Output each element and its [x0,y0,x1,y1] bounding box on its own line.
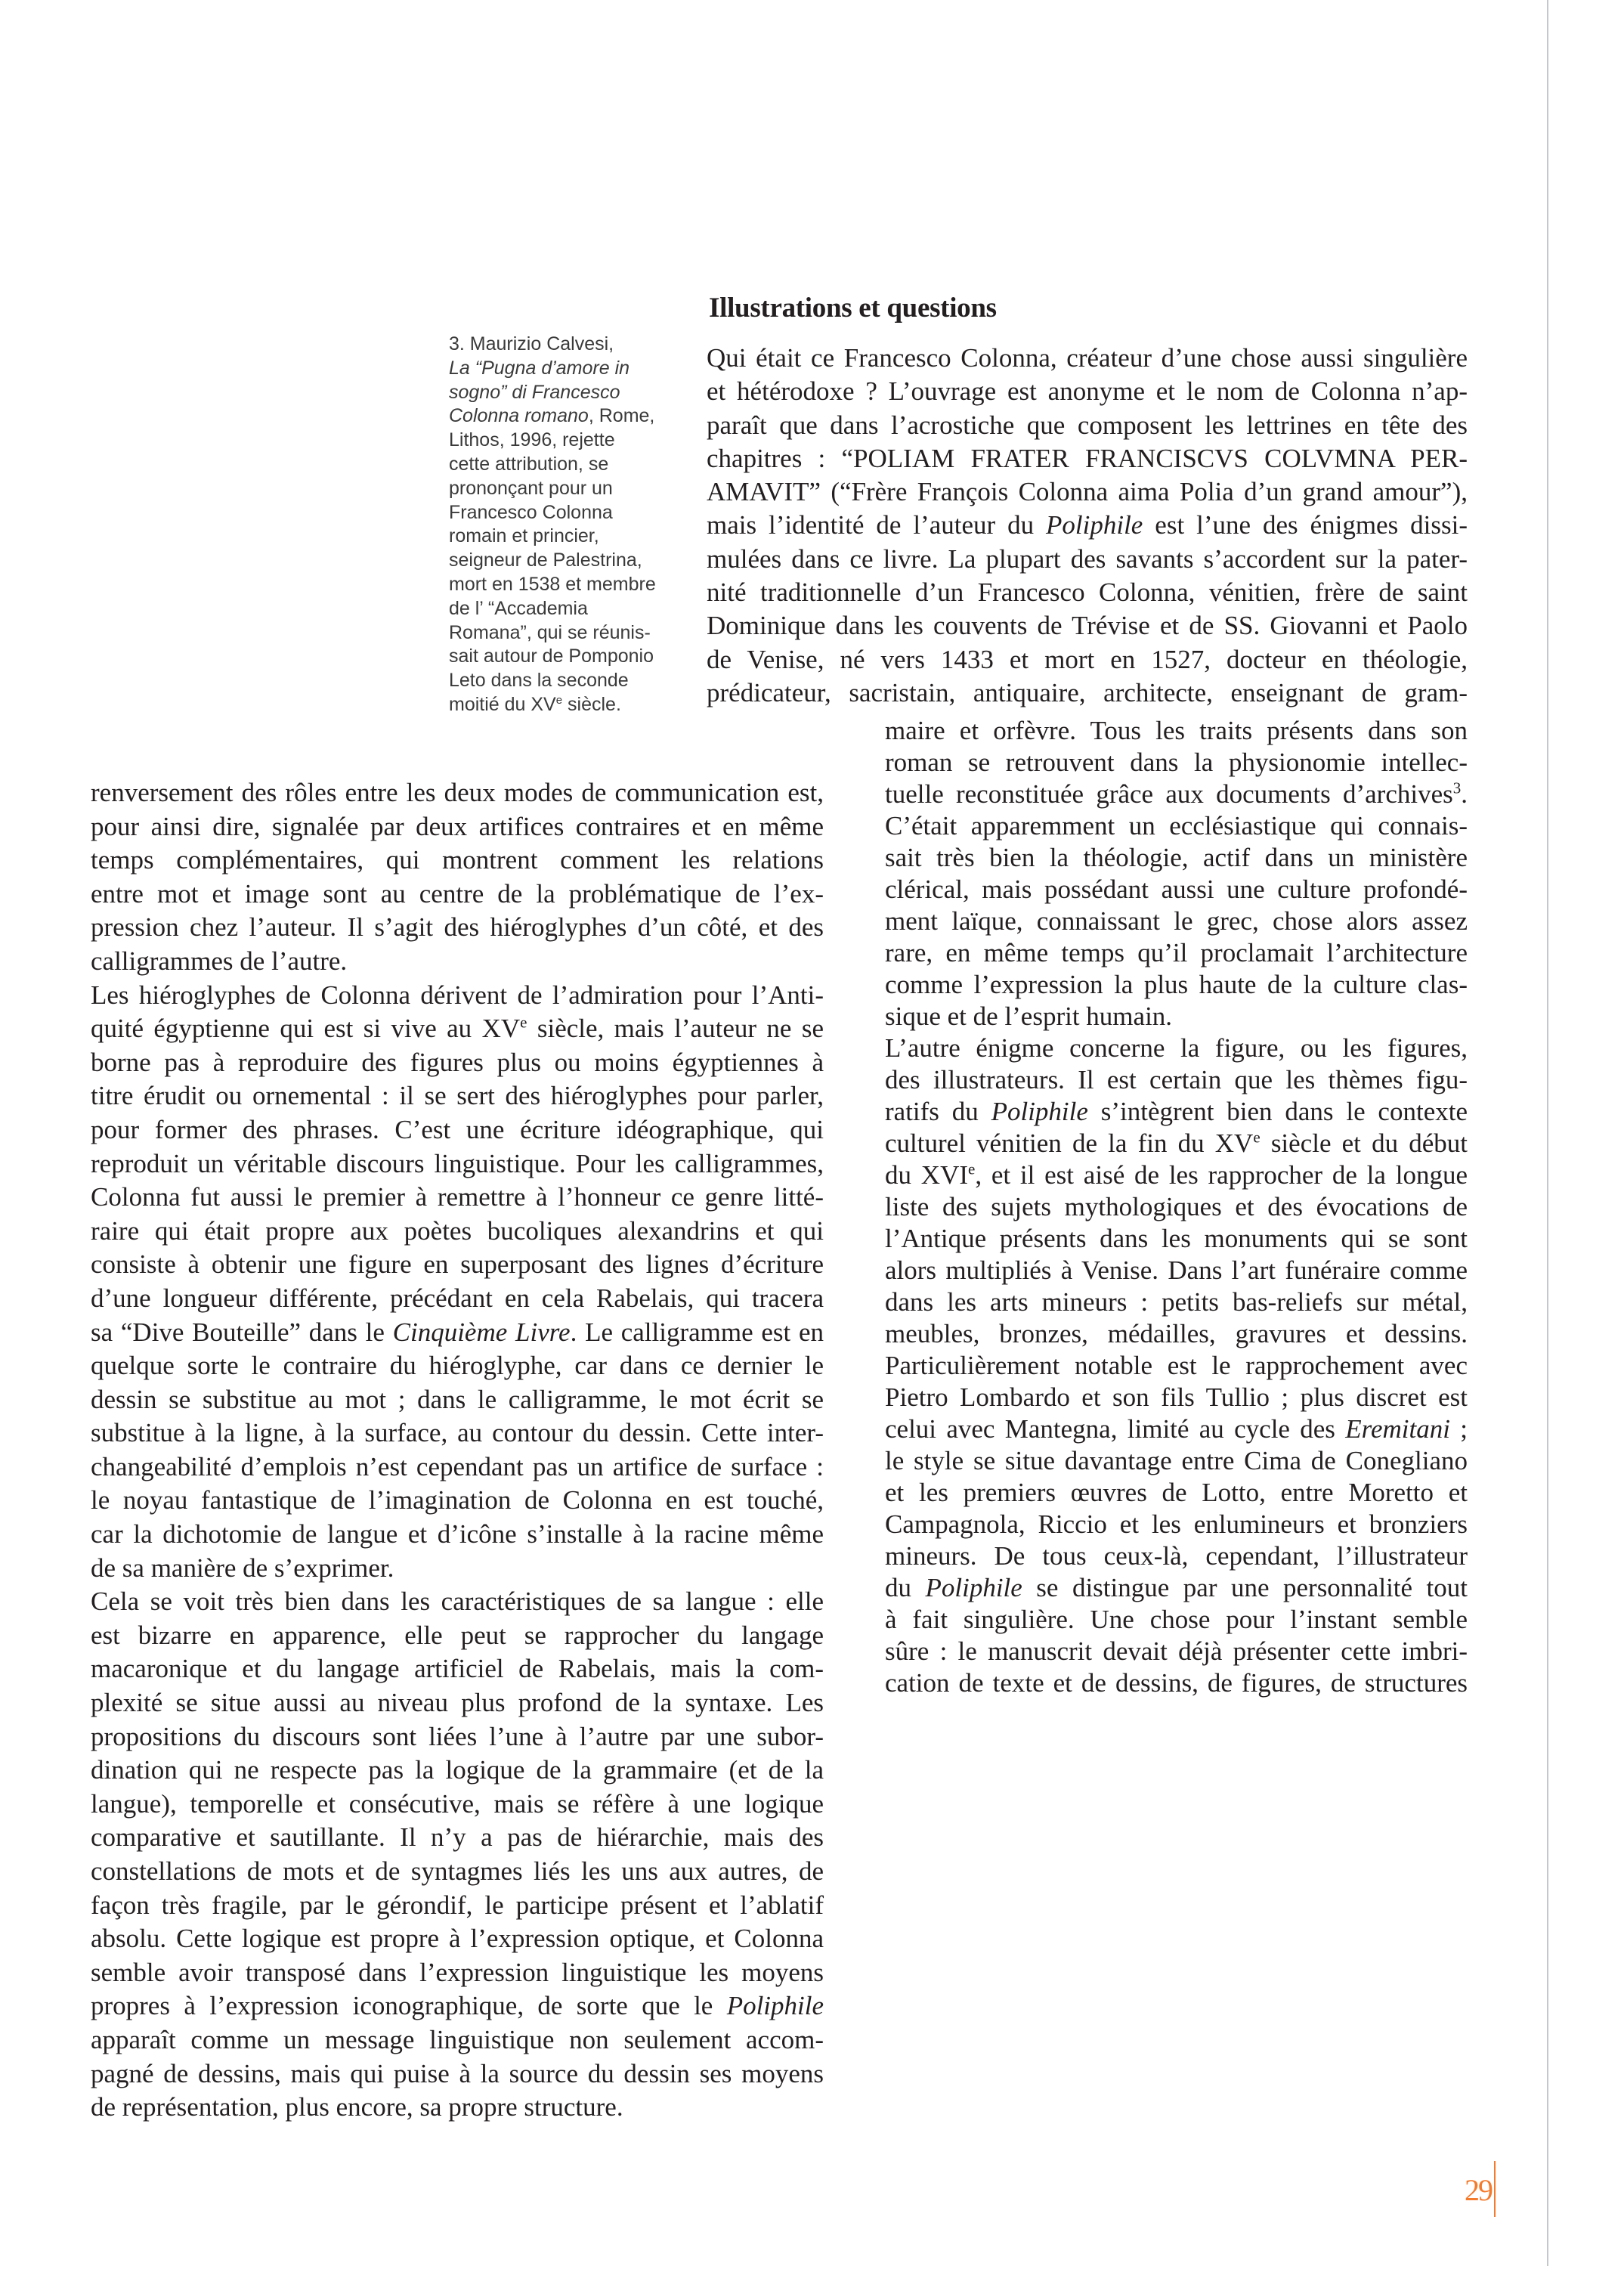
italic-text: Colonna romano [449,405,589,427]
text-run: moitié du XV [449,693,556,715]
text-run: liste des sujets mythologiques et des évocations de [885,1192,1468,1221]
text-run: sique et de l’esprit humain. [885,1001,1173,1031]
text-run: Les hiéroglyphes de Colonna dérivent de l’admiration pour l’Anti- [91,980,824,1010]
text-line [91,2057,824,2091]
text-run: siècle, mais l’auteur ne se [527,1014,824,1044]
text-line [885,1477,1468,1509]
text-run: quité égyptienne qui est si vive au XV [91,1014,521,1044]
superscript: e [968,1159,976,1178]
footnote-3 [449,333,676,717]
text-line [449,477,676,501]
text-run: pagné de dessins, mais qui puise à la source du dessin ses moyens [91,2058,824,2088]
italic-text: sogno” di Francesco [449,381,620,403]
text-run: Campagnola, Riccio et les enlumineurs et bronziers [885,1509,1468,1539]
text-run: ment laïque, connaissant le grec, chose alors assez [885,906,1468,936]
superscript: e [555,693,563,707]
text-run: mineurs. De tous ceux-là, cependant, l’illustrateur [885,1541,1468,1571]
text-run: Particulièrement notable est le rapprochement avec [885,1351,1468,1380]
text-run: apparaît comme un message linguistique non seulement accom- [91,2024,824,2054]
text-run: Dominique dans les couvents de Trévise et de SS. Giovanni et Paolo [707,611,1468,641]
text-run: chapitres : “POLIAM FRATER FRANCISCVS COLVMNA PER- [707,443,1468,473]
text-line [885,1032,1468,1064]
text-run: siècle et du début [1260,1128,1468,1158]
text-line [885,1159,1468,1191]
text-line [449,621,676,645]
text-run: AMAVIT” (“Frère François Colonna aima Polia d’un grand amour”), [707,477,1468,507]
text-run: langue), temporelle et consécutive, mais se réfère à une logique [91,1788,824,1819]
text-run: propositions du discours sont liées l’une à l’autre par une subor- [91,1721,824,1751]
text-run: titre érudit ou ornemental : il se sert des hiéroglyphes pour parler, [91,1081,824,1111]
text-line [449,669,676,693]
text-run: raire qui était propre aux poètes bucoliques alexandrins et qui [91,1215,824,1246]
text-run: pression chez l’auteur. Il s’agit des hiéroglyphes d’un côté, et des [91,912,824,943]
text-line [707,609,1468,642]
superscript: e [1253,1128,1261,1147]
text-run: car la dichotomie de langue et d’icône s’installe à la racine même [91,1519,824,1549]
text-run: ; [1449,1414,1468,1444]
text-run: siècle. [562,693,621,715]
text-line [91,1113,824,1147]
text-line [885,1636,1468,1667]
text-run: Leto dans la seconde [449,670,629,692]
text-line [91,810,824,844]
text-run: celui avec Mantegna, limité au cycle des [885,1414,1346,1444]
text-run: tuelle reconstituée grâce aux documents d’archives [885,779,1453,809]
text-line [449,501,676,525]
text-run: 3. Maurizio Calvesi, [449,333,614,354]
text-line [885,1191,1468,1223]
text-run: cation de texte et de dessins, de figures, de structures [885,1668,1468,1698]
italic-text: Poliphile [991,1097,1088,1126]
text-run: substitue à la ligne, à la surface, au contour du dessin. Cette inter- [91,1418,824,1448]
italic-text: Eremitani [1345,1414,1450,1444]
text-run: sait autour de Pomponio [449,645,654,667]
text-line [707,375,1468,408]
left-column-text [91,776,824,2125]
right-column-top-text [707,342,1468,710]
text-run: constellations de mots et de syntagmes liés les uns aux autres, de [91,1856,824,1886]
text-line [91,1012,824,1046]
text-run: dans les arts mineurs : petits bas-reliefs sur métal, [885,1287,1468,1317]
text-run: consiste à obtenir une figure en superposant des lignes d’écriture [91,1249,824,1280]
text-line [91,1989,824,2023]
text-line [91,1652,824,1686]
text-line [91,878,824,912]
text-run: , et il est aisé de les rapprocher de la longue [975,1160,1468,1190]
text-line [91,1956,824,1990]
text-run: l’Antique présents dans les monuments qui se sont [885,1224,1468,1253]
text-run: L’autre énigme concerne la figure, ou les figures, [885,1033,1468,1063]
text-line [91,2023,824,2057]
text-line [91,776,824,810]
text-run: entre mot et image sont au centre de la problématique de l’ex- [91,878,824,909]
text-line [91,1215,824,1249]
text-line [91,1383,824,1417]
text-run: est l’une des énigmes dissi- [1143,510,1468,540]
text-run: sûre : le manuscrit devait déjà présenter cette imbri- [885,1636,1468,1666]
italic-text: Cinquième Livre [392,1317,571,1347]
text-line [707,643,1468,676]
text-line [91,1181,824,1215]
text-line [885,969,1468,1001]
text-line [91,1147,824,1181]
text-run: temps complémentaires, qui montrent comment les relations [91,845,824,875]
text-line [885,1255,1468,1286]
text-line [707,442,1468,475]
text-line [91,1552,824,1586]
text-line [91,945,824,979]
text-line [885,779,1468,810]
text-line [885,1286,1468,1318]
text-run: du [885,1573,926,1602]
text-line [91,1316,824,1350]
text-run: mais l’identité de l’auteur du [707,510,1047,540]
text-run: Colonna fut aussi le premier à remettre à l’honneur ce genre litté- [91,1182,824,1212]
superscript: e [520,1013,527,1032]
text-line [449,429,676,453]
text-run: de l’ “Accademia [449,597,588,619]
text-run: à fait singulière. Une chose pour l’instant semble [885,1605,1468,1634]
text-line [91,1585,824,1619]
text-line [91,911,824,945]
text-line [707,475,1468,509]
text-line [91,1889,824,1923]
text-run: pour former des phrases. C’est une écriture idéographique, qui [91,1114,824,1144]
text-run: du XVI [885,1160,968,1190]
text-line [885,1128,1468,1159]
text-line [449,525,676,549]
text-run: ratifs du [885,1097,991,1126]
text-run: mort en 1538 et membre [449,573,656,595]
text-line [885,1096,1468,1128]
text-run: paraît que dans l’acrostiche que composent les lettrines en tête des [707,410,1468,440]
text-line [707,576,1468,609]
section-heading: Illustrations et questions [709,292,997,324]
text-line [91,1282,824,1316]
text-line [91,1855,824,1889]
text-run: meubles, bronzes, médailles, gravures et dessins. [885,1319,1468,1348]
text-run: roman se retrouvent dans la physionomie intellec- [885,748,1468,777]
text-line [91,1922,824,1956]
text-line [91,844,824,878]
text-run: dination qui ne respecte pas la logique de la grammaire (et de la [91,1755,824,1785]
text-line [885,1667,1468,1699]
text-line [885,937,1468,969]
italic-text: La “Pugna d’amore in [449,357,630,379]
text-run: . Le calligramme est en [570,1317,824,1347]
text-run: mulées dans ce livre. La plupart des savants s’accordent sur la pater- [707,543,1468,574]
text-run: quelque sorte le contraire du hiéroglyphe, car dans ce dernier le [91,1351,824,1381]
text-run: nité traditionnelle d’un Francesco Colonna, vénitien, frère de saint [707,577,1468,608]
text-run: Pietro Lombardo et son fils Tullio ; plus discret est [885,1382,1468,1412]
text-run: maire et orfèvre. Tous les traits présents dans son [885,716,1468,745]
text-line [91,1720,824,1754]
italic-text: Poliphile [1046,510,1143,540]
text-line [707,543,1468,576]
text-line [885,747,1468,779]
superscript: 3 [1452,779,1462,797]
text-line [885,1064,1468,1096]
text-run: cette attribution, se [449,453,609,475]
text-line [885,1540,1468,1572]
text-line [885,1604,1468,1636]
page-number-rule [1494,2161,1496,2217]
text-run: , Rome, [588,405,655,427]
text-line [91,1619,824,1653]
text-run: propres à l’expression iconographique, de sorte que le [91,1991,727,2021]
text-run: Cela se voit très bien dans les caractéristiques de sa langue : elle [91,1587,824,1617]
text-line [449,404,676,429]
text-run: et hétérodoxe ? L’ouvrage est anonyme et le nom de Colonna n’ap- [707,376,1468,407]
text-line [91,1248,824,1282]
text-run: calligrammes de l’autre. [91,946,348,976]
text-line [885,810,1468,842]
text-line [449,693,676,717]
text-line [707,676,1468,710]
text-line [885,874,1468,906]
text-run: Romana”, qui se réunis- [449,621,651,643]
text-run: Francesco Colonna [449,501,613,523]
text-line [449,549,676,573]
text-run: plexité se situe aussi au niveau plus profond de la syntaxe. Les [91,1688,824,1718]
text-run: borne pas à reproduire des figures plus ou moins égyptiennes à [91,1047,824,1077]
text-run: prédicateur, sacristain, antiquaire, architecte, enseignant de gram- [707,677,1468,707]
text-run: sait très bien la théologie, actif dans un ministère [885,843,1468,872]
text-run: reproduit un véritable discours linguistique. Pour les calligrammes, [91,1148,824,1178]
text-run: le noyau fantastique de l’imagination de Colonna en est touché, [91,1485,824,1515]
text-run: C’était apparemment un ecclésiastique qui connais- [885,811,1468,841]
text-line [885,715,1468,747]
text-run: culturel vénitien de la fin du XV [885,1128,1254,1158]
text-line [885,1350,1468,1382]
text-line [91,1416,824,1450]
text-line [449,597,676,621]
text-line [91,1754,824,1788]
text-run: alors multipliés à Venise. Dans l’art funéraire comme [885,1255,1468,1285]
text-run: comme l’expression la plus haute de la culture clas- [885,970,1468,999]
text-line [449,333,676,357]
text-line [885,1445,1468,1477]
text-run: romain et princier, [449,525,599,547]
text-run: dessin se substitue au mot ; dans le calligramme, le mot écrit se [91,1384,824,1414]
text-line [885,842,1468,874]
text-run: Lithos, 1996, rejette [449,429,615,451]
text-line [707,342,1468,375]
italic-text: Poliphile [925,1573,1022,1602]
italic-text: Poliphile [726,1991,824,2021]
text-run: de sa manière de s’exprimer. [91,1553,394,1583]
text-run: clérical, mais possédant aussi une culture profondé- [885,875,1468,904]
text-run: et les premiers œuvres de Lotto, entre Moretto et [885,1478,1468,1507]
text-line [449,453,676,477]
text-run: absolu. Cette logique est propre à l’expression optique, et Colonna [91,1924,824,1954]
text-line [449,381,676,405]
text-line [885,1223,1468,1255]
text-line [885,1001,1468,1032]
text-run: le style se situe davantage entre Cima de Conegliano [885,1446,1468,1475]
text-line [885,1382,1468,1413]
text-line [91,1788,824,1822]
text-line [885,1572,1468,1604]
text-line [91,1686,824,1720]
text-line [449,645,676,669]
text-line [885,1509,1468,1540]
text-line [449,357,676,381]
text-line [707,409,1468,442]
text-run: se distingue par une personnalité tout [1022,1573,1468,1602]
text-line [91,1079,824,1113]
text-run: . [1461,779,1468,809]
text-line [91,1046,824,1080]
text-run: prononçant pour un [449,477,613,499]
page-edge-rule [1547,0,1548,2266]
text-line [91,979,824,1013]
text-line [91,1518,824,1552]
page-number: 29 [1465,2173,1492,2207]
text-run: est bizarre en apparence, elle peut se rapprocher du langage [91,1620,824,1650]
text-run: changeabilité d’emplois n’est cependant pas un artifice de surface : [91,1451,824,1481]
text-run: Qui était ce Francesco Colonna, créateur d’une chose aussi singulière [707,343,1468,373]
text-run: seigneur de Palestrina, [449,550,642,571]
text-run: sa “Dive Bouteille” dans le [91,1317,393,1347]
text-line [91,1821,824,1855]
text-line [91,1484,824,1518]
text-run: comparative et sautillante. Il n’y a pas de hiérarchie, mais des [91,1822,824,1853]
text-line [885,906,1468,937]
text-run: macaronique et du langage artificiel de Rabelais, mais la com- [91,1654,824,1684]
right-column-text [885,715,1468,1699]
text-line [91,1450,824,1484]
text-run: s’intègrent bien dans le contexte [1087,1097,1468,1126]
text-line [885,1413,1468,1445]
text-run: rare, en même temps qu’il proclamait l’architecture [885,938,1468,967]
text-run: de représentation, plus encore, sa propre structure. [91,2092,623,2122]
text-line [91,1349,824,1383]
text-line [885,1318,1468,1350]
text-run: des illustrateurs. Il est certain que les thèmes figu- [885,1065,1468,1094]
text-run: semble avoir transposé dans l’expression linguistique les moyens [91,1957,824,1987]
text-run: de Venise, né vers 1433 et mort en 1527, docteur en théologie, [707,644,1468,674]
text-line [707,509,1468,542]
text-line [449,573,676,597]
text-run: renversement des rôles entre les deux modes de communication est, [91,778,824,807]
text-line [91,2091,824,2125]
text-run: pour ainsi dire, signalée par deux artifices contraires et en même [91,811,824,841]
text-run: d’une longueur différente, précédant en cela Rabelais, qui tracera [91,1283,824,1313]
text-run: façon très fragile, par le gérondif, le participe présent et l’ablatif [91,1890,824,1920]
